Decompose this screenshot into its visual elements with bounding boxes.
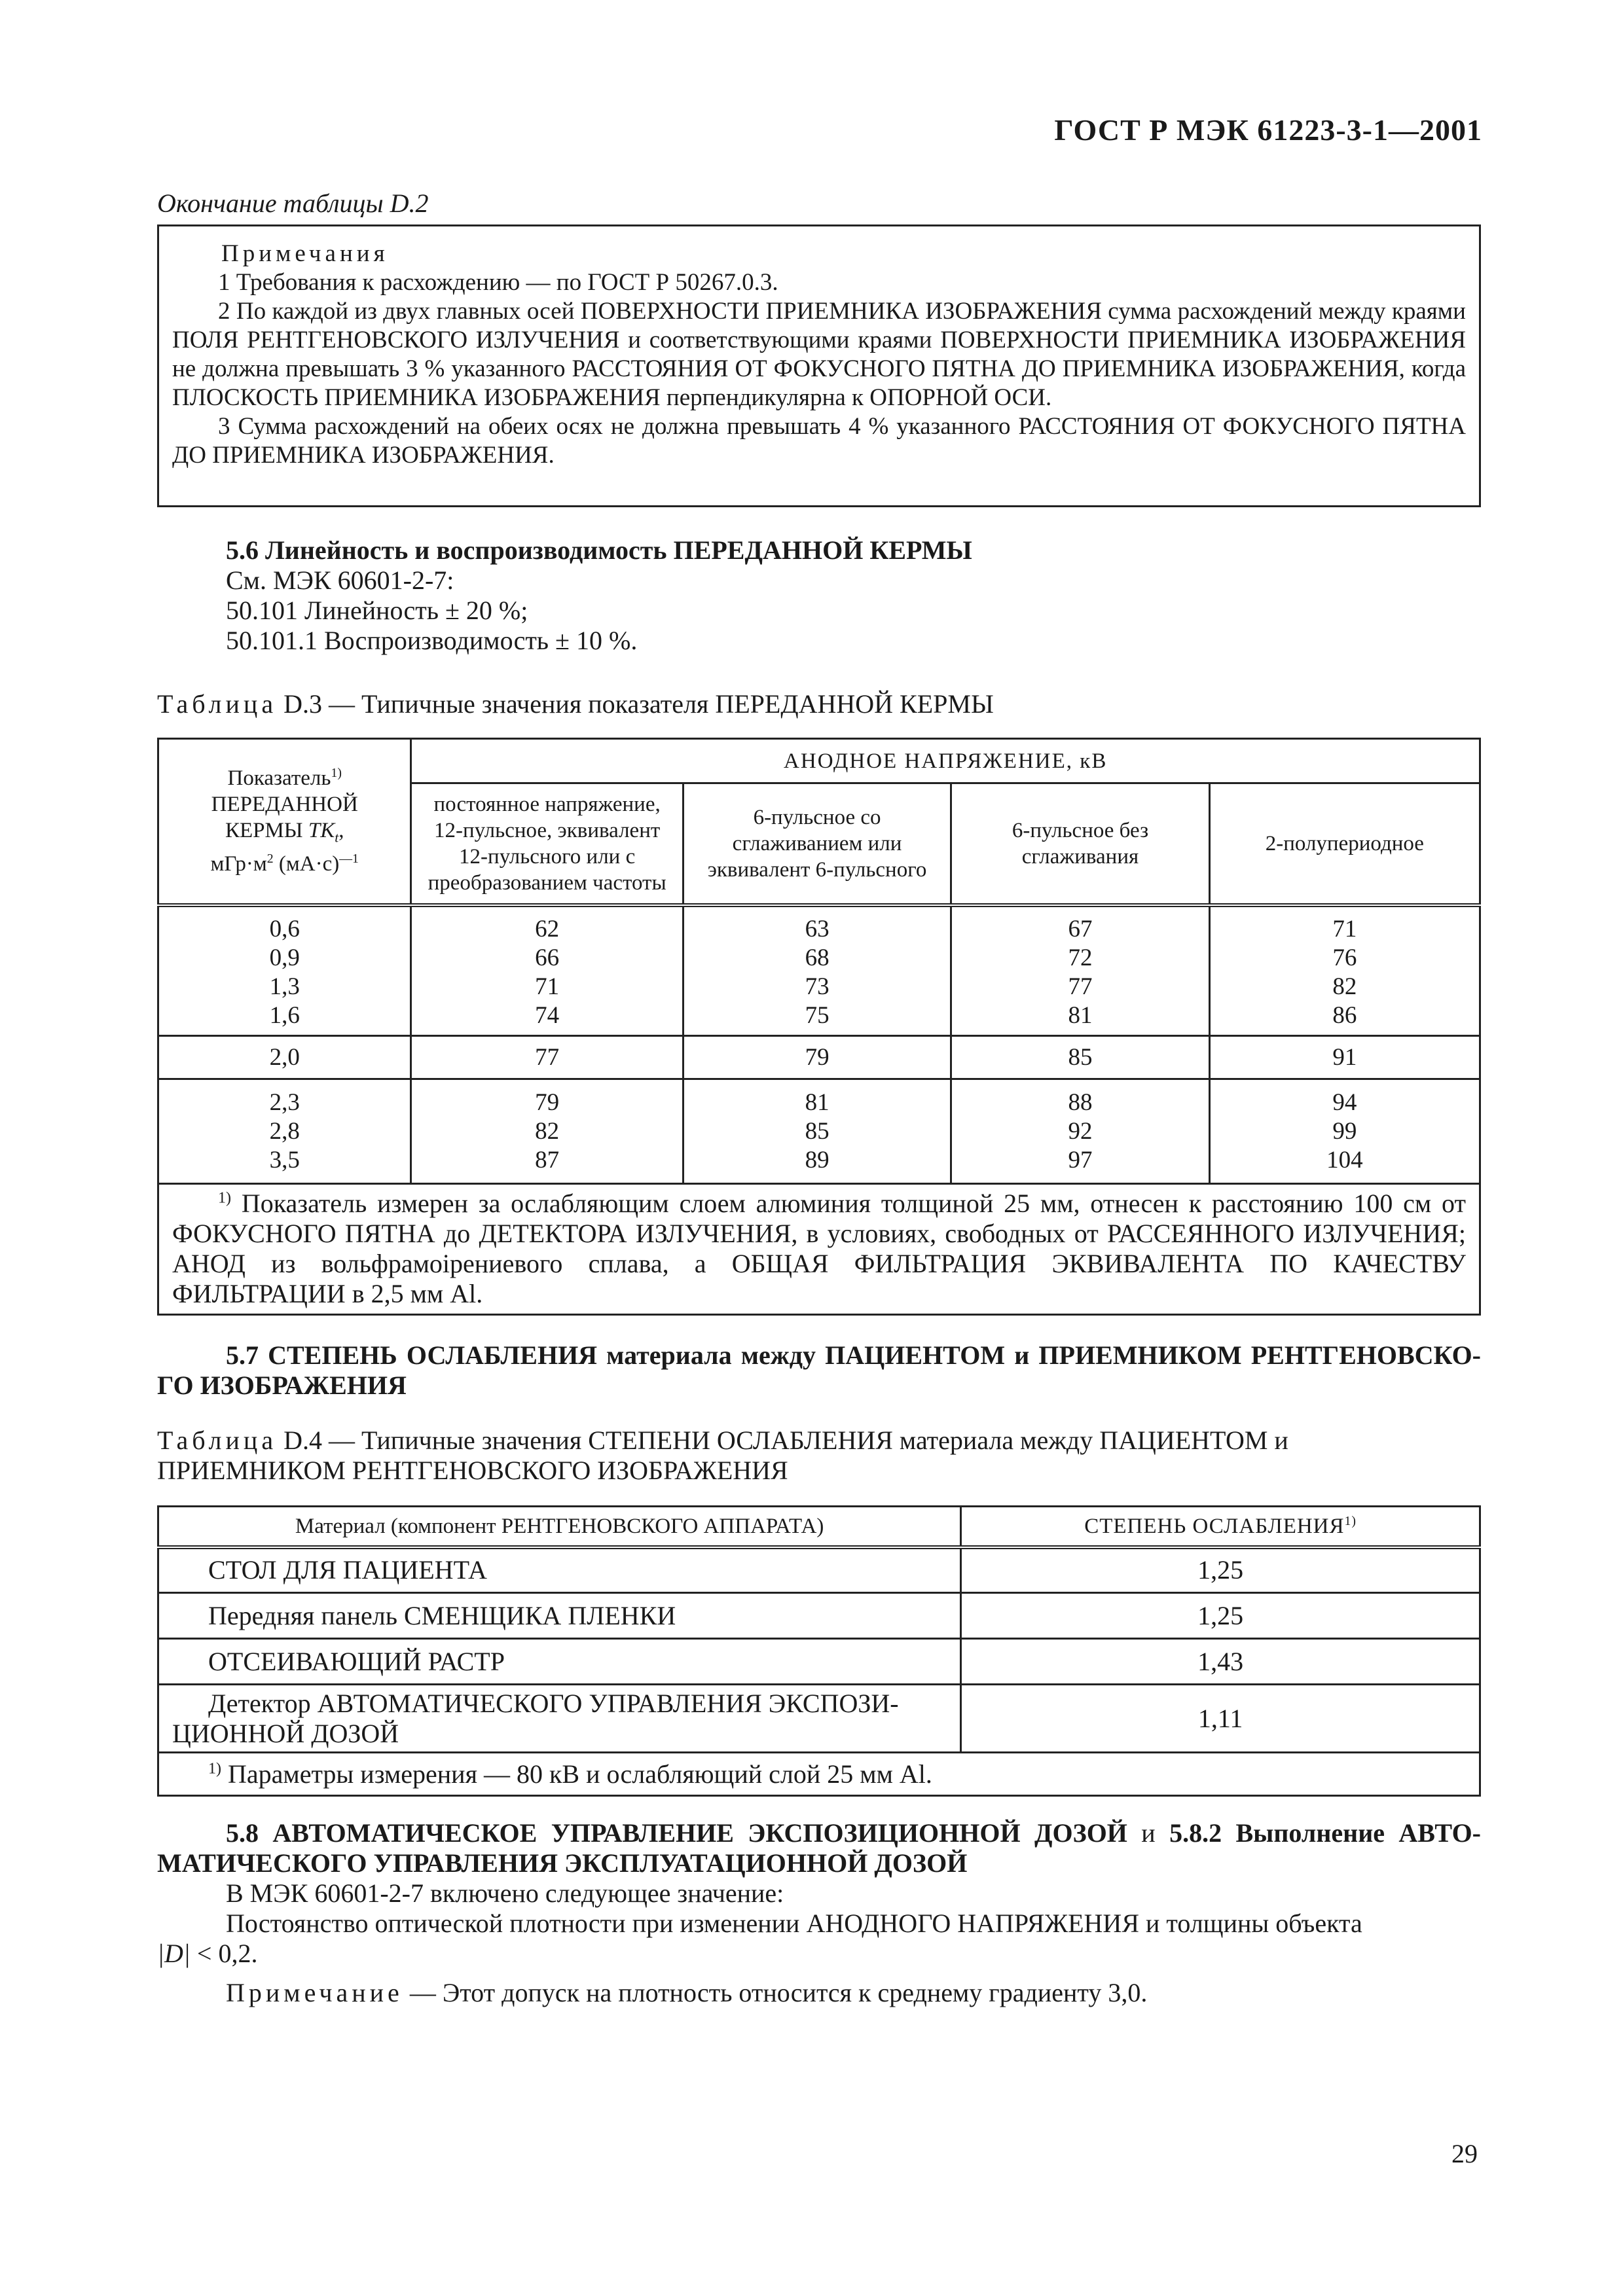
document-standard-number: ГОСТ Р МЭК 61223-3-1—2001 [1054,113,1482,147]
section-5-6-line-2: 50.101 Линейность ± 20 %; [226,596,528,625]
section-5-7-heading: 5.7 СТЕПЕНЬ ОСЛАБЛЕНИЯ материала между ПАЦИЕНТОМ и ПРИЕМНИКОМ РЕНТГЕНОВСКО-ГО ИЗОБРАЖЕНИЯ [157,1340,1481,1400]
page-number: 29 [1451,2139,1478,2168]
header-2-half-wave: 2-полупериодное [1209,783,1480,905]
table-d4-footnote: $^{1)}$ Параметры измерения — 80 кВ и ослабляющий слой 25 мм Al. [158,1753,1480,1796]
note-1: 1 Требования к расхождению — по ГОСТ Р 50267.0.3. [218,269,778,296]
section-5-6-line-1: См. МЭК 60601-2-7: [226,565,454,595]
header-6-pulse-smoothed: 6-пульсное со сглаживанием или эквивалент 6-пульсного [683,783,951,905]
table-d4 [157,1505,1481,1797]
table-row: 2,3 2,8 3,5 79 82 87 81 85 89 88 92 97 94 99 104 [158,1079,1480,1184]
section-5-8-note: Примечание — Этот допуск на плотность относится к среднему градиенту 3,0. [226,1978,1148,2007]
table-d3 [157,738,1481,1316]
table-row: 2,0 77 79 85 91 [158,1036,1480,1079]
section-5-6-line-3: 50.101.1 Воспроизводимость ± 10 %. [226,626,638,655]
section-5-8 [157,1818,1481,2008]
section-5-6-heading: 5.6 Линейность и воспроизводимость ПЕРЕДАННОЙ КЕРМЫ [226,535,972,565]
note-3: 3 Сумма расхождений на обеих осях не должна превышать 4 % указанного РАССТОЯНИЯ ОТ ФОКУСНОГО ПЯТНА ДО ПРИЕМНИКА ИЗОБРАЖЕНИЯ. [172,413,1466,469]
table-row: 0,6 0,9 1,3 1,6 62 66 71 74 63 68 73 75 67 72 77 81 71 76 82 86 [158,905,1480,1036]
note-2: 2 По каждой из двух главных осей ПОВЕРХНОСТИ ПРИЕМНИКА ИЗОБРАЖЕНИЯ сумма расхождений между краями ПОЛЯ РЕНТГЕНОВСКОГО ИЗЛУЧЕНИЯ и соответствующими краями ПОВЕРХНОСТИ ПРИЕМНИКА ИЗОБРАЖЕНИЯ не должна превышать 3 % указанного РАССТОЯНИЯ ОТ ФОКУСНОГО ПЯТНА ДО ПРИЕМНИКА ИЗОБРАЖЕНИЯ, когда ПЛОСКОСТЬ ПРИЕМНИКА ИЗОБРАЖЕНИЯ перпендикулярна к ОПОРНОЙ ОСИ. [172,298,1466,411]
table-d3-footnote: $^{1)}$ Показатель измерен за ослабляющим слоем алюминия толщиной 25 мм, отнесен к расстоянию 100 см от ФОКУСНОГО ПЯТНА до ДЕТЕКТОРА ИЗЛУЧЕНИЯ, в условиях, свободных от РАССЕЯННОГО ИЗЛУЧЕНИЯ; АНОД из вольфрамоірениевого сплава, а ОБЩАЯ ФИЛЬТРАЦИЯ ЭКВИВАЛЕНТА ПО КАЧЕСТВУ ФИЛЬТРАЦИИ в 2,5 мм Al. [158,1184,1480,1315]
header-attenuation-degree: СТЕПЕНЬ ОСЛАБЛЕНИЯ$^{1)}$ [961,1507,1480,1547]
section-5-6 [157,535,1481,656]
header-6-pulse-unsmoothed: 6-пульсное без сглаживания [951,783,1209,905]
table-d3-caption: Таблица D.3 — Типичные значения показателя ПЕРЕДАННОЙ КЕРМЫ [157,689,994,719]
section-5-8-line-1: В МЭК 60601-2-7 включено следующее значение: [226,1878,784,1908]
notes-title: Примечания [221,240,389,267]
table-row: Передняя панель СМЕНЩИКА ПЛЕНКИ 1,25 [158,1593,1480,1639]
table-d2-continuation-caption: Окончание таблицы D.2 [157,188,429,218]
header-material: Материал (компонент РЕНТГЕНОВСКОГО АППАРАТА) [158,1507,961,1547]
table-row: ОТСЕИВАЮЩИЙ РАСТР 1,43 [158,1639,1480,1685]
section-5-8-heading: 5.8 АВТОМАТИЧЕСКОЕ УПРАВЛЕНИЕ ЭКСПОЗИЦИОННОЙ ДОЗОЙ и 5.8.2 Выполнение АВТО-МАТИЧЕСКОГО УПРАВЛЕНИЯ ЭКСПЛУАТАЦИОННОЙ ДОЗОЙ [157,1818,1481,1878]
table-d2-notes-box [157,224,1481,507]
header-constant-voltage: постоянное напряжение, 12-пульсное, эквивалент 12-пульсного или с преобразованием частоты [411,783,684,905]
section-5-8-line-2: Постоянство оптической плотности при изменении АНОДНОГО НАПРЯЖЕНИЯ и толщины объекта [226,1909,1362,1938]
table-d4-caption: Таблица D.4 — Типичные значения СТЕПЕНИ ОСЛАБЛЕНИЯ материала между ПАЦИЕНТОМ и ПРИЕМНИКОМ РЕНТГЕНОВСКОГО ИЗОБРАЖЕНИЯ [157,1426,1288,1485]
table-row: Детектор АВТОМАТИЧЕСКОГО УПРАВЛЕНИЯ ЭКСПОЗИ-ЦИОННОЙ ДОЗОЙ 1,11 [158,1685,1480,1753]
table-row: СТОЛ ДЛЯ ПАЦИЕНТА 1,25 [158,1547,1480,1593]
header-anode-voltage: АНОДНОЕ НАПРЯЖЕНИЕ, кВ [411,739,1480,783]
section-5-8-line-3: |D| < 0,2. [157,1939,258,1968]
header-kerma-indicator: Показатель$^{1)}$ ПЕРЕДАННОЙ КЕРМЫ $TK_t$, $мГр\cdot м^2$ $(мА\cdot с)^{—1}$ [158,739,411,905]
